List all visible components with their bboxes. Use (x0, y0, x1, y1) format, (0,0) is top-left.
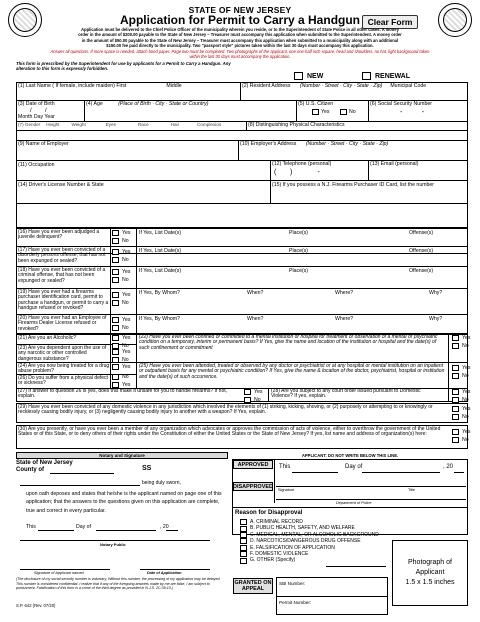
oath-text: upon oath deposes and states that he/she is the applicant named on page one of this application; that the answers to the questions given on this application are complete, true and correct in every particular. (26, 491, 222, 514)
field-email-label: (13) Email (personal) (370, 161, 419, 167)
signature-label: Signature (278, 488, 295, 492)
dob-slashes: / / (20, 108, 47, 114)
sbi-label: SBI Number: (279, 581, 306, 586)
question-26: (26) Do you suffer from a physical defect or sickness? (18, 375, 108, 387)
question-23: (23) Are you dependent upon the use of any narcotic or other controlled dangerous substance? (18, 345, 107, 362)
q22-yes-checkbox[interactable] (452, 335, 459, 341)
address-input[interactable] (241, 90, 467, 99)
sig-applicant-label: Signature of Applicant named (34, 571, 84, 575)
citizen-yes-checkbox[interactable] (312, 109, 319, 115)
field-citizen-label: (5) U.S. Citizen (298, 101, 334, 107)
q18-no-checkbox[interactable] (112, 277, 119, 283)
reason-b-checkbox[interactable] (240, 526, 247, 532)
q20-no-checkbox[interactable] (112, 325, 119, 331)
q20-yes-no[interactable]: Yes No (112, 316, 130, 332)
q30-yes-checkbox[interactable] (452, 429, 459, 435)
citizen-yes-option[interactable]: Yes (312, 109, 329, 115)
form-note: This form is prescribed by the Superintendent for use by applicants for a Permit to Carry a Handgun. Any alteration to this form is expressly forbidden. (16, 61, 231, 71)
ss-label: SS (142, 465, 152, 472)
title-label: Title (408, 488, 416, 492)
q30-no-checkbox[interactable] (452, 437, 459, 443)
q22-yes-no[interactable]: Yes No (452, 334, 470, 350)
q16-no-checkbox[interactable] (112, 238, 119, 244)
name-input[interactable] (17, 90, 239, 99)
field-fpic-label: (15) If you possess a N.J. Firearms Purchaser ID Card, list the number (272, 182, 435, 188)
q29-yes-checkbox[interactable] (452, 406, 459, 412)
reason-item-f[interactable]: F. DOMESTIC VIOLENCE (240, 551, 379, 557)
question-29: (29) Have you ever been convicted of any domestic violence in any jurisdiction which involved the elements of (1) striking, kicking, shoving, or (2) purposely or attempting to or knowingly or recklessly causing bodily injury, or (3) negligently causing bodily injury to another with a weapon? If Yes, explain. (18, 404, 433, 416)
applicant-no-write-header: APPLICANT: DO NOT WRITE BELOW THIS LINE. (232, 452, 468, 459)
reason-d-checkbox[interactable] (240, 538, 247, 544)
q17-yes-checkbox[interactable] (112, 249, 119, 255)
q25-yes-checkbox[interactable] (452, 365, 459, 371)
reason-item-b[interactable]: B. PUBLIC HEALTH, SAFETY, AND WELFARE (240, 525, 379, 531)
citizen-no-option[interactable]: No (340, 109, 356, 115)
reason-f-checkbox[interactable] (240, 551, 247, 557)
question-30: (30) Are you presently, or have you ever been a member of any organization which advocates or approves the commission of acts of violence, either to overthrow the government of the United States or of this State, or to deny others of their rights under the Constitution of either the United States or the State of New Jersey? If yes, list name and address of organization(s) here: (18, 426, 441, 438)
q21-yes-no[interactable]: Yes No (112, 334, 130, 350)
reason-c-checkbox[interactable] (240, 532, 247, 538)
question-20: (20) Have you ever had an Employee of Firearms Dealer License refused or revoked? (18, 315, 107, 332)
q20-yes-checkbox[interactable] (112, 317, 119, 323)
granted-on-appeal-label: GRANTED ON APPEAL (234, 580, 272, 592)
q29-no-checkbox[interactable] (452, 414, 459, 420)
question-22: (22) Have you ever been confined or committed to a mental institution or hospital for treatment or observation of a mental or psychiatric condition on a temporary, interim or permanent basis? If Yes, give the name and location of the institution or hospital and the date(s) of such confinement or commitment (139, 334, 438, 351)
renewal-option[interactable] (362, 72, 410, 80)
question-27: (27) If answer to question 26 is yes, does this make it unsafe for you to handle firearms? If not, explain. (18, 388, 227, 400)
q21-yes-checkbox[interactable] (112, 335, 119, 341)
new-option[interactable] (294, 72, 323, 80)
question-16: (16) Have you ever been adjudged a juvenile delinquent? (18, 229, 100, 241)
field-occupation-label: (11) Occupation (18, 162, 55, 168)
q27-yes-checkbox[interactable] (244, 389, 251, 395)
form-number: S.P. 642 (Rev. 07/20) (16, 603, 56, 608)
dept-police-label: Department of Police (336, 501, 372, 505)
question-28: (28) Are you subject to any court order issued pursuant to Domestic Violence? If yes, explain. (271, 388, 421, 400)
question-19: (19) Have you ever had a firearms purchaser identification card, permit to purchase a handgun, or permit to carry a handgun refused or revoked? (18, 289, 109, 312)
field-address-label: (2) Resident Address (Number · Street · City · State · Zip) Municipal Code (242, 83, 427, 89)
field-employer-address-label: (10) Employer's Address (Number · Street · City · State · Zip) (240, 141, 389, 147)
disapproved-label: DISAPPROVED (232, 483, 274, 490)
disclaimer: (The disclosure of my social security number is voluntary. Without this number, the processing of my application may be delayed. This number is considered confidential. I realize that if any of the foregoing answers made by me are false, I am subject to punishment. Falsification of this form is a crime of the third degree as provided in N.J.S. 2C:39-10.) (16, 577, 221, 591)
q16-yes-no[interactable]: Yes No (112, 229, 130, 245)
question-25: (25) Have you ever been attended, treated or observed by any doctor or psychiatrist or at any hospital or mental institution on an inpatient or outpatient basis for any mental or psychiatric condition? If Yes, give the name & location of the doctor, psychiatrist, hospital or institution and the date(s) of such occurrence. (139, 363, 445, 380)
notary-public-label: Notary Public (100, 542, 126, 547)
q28-yes-checkbox[interactable] (452, 389, 459, 395)
q22-no-checkbox[interactable] (452, 343, 459, 349)
question-24: (24) Are you now being treated for a drug abuse problem? (18, 363, 110, 375)
q26-yes-no[interactable]: No Yes (112, 373, 130, 389)
q30-yes-no[interactable]: Yes No (452, 428, 470, 444)
state-title: STATE OF NEW JERSEY (188, 5, 292, 15)
q24-no-checkbox[interactable] (112, 374, 119, 380)
q17-yes-no[interactable]: Yes No (112, 248, 130, 264)
instructions: Application must be delivered to the Chief Police Officer of the municipality wherein you reside, or to the Superintendent of State Police in all other cases. A money order in the amount of $200.00 payable to the State of New Jersey – Treasurer must accompany this application when submitted to the Superintendent. A money order in the amount of $50.00 payable to the State of New Jersey – Treasurer must accompany this application when submitted to a municipality along with an additional $150.00 fee paid directly to the municipality. Two "passport style" pictures taken within the last 30 days must accompany this application. (78, 27, 402, 48)
q19-no-checkbox[interactable] (112, 300, 119, 306)
permit-label: Permit Number: (279, 600, 312, 605)
notary-date-line: This Day of , 20 (26, 524, 169, 530)
reason-a-checkbox[interactable] (240, 519, 247, 525)
reason-e-checkbox[interactable] (240, 545, 247, 551)
question-21: (21) Are you an Alcoholic? (18, 335, 77, 341)
field-employer-label: (9) Name of Employer (18, 141, 69, 147)
field-license-label: (14) Driver's License Number & State (18, 182, 104, 188)
q17-no-checkbox[interactable] (112, 257, 119, 263)
q16-yes-checkbox[interactable] (112, 230, 119, 236)
q24-yes-no[interactable]: Yes (112, 363, 130, 371)
renewal-checkbox[interactable] (362, 72, 371, 80)
field-name-label: (1) Last Name ( If female, include maiden) First Middle (18, 83, 182, 89)
q28-yes-no[interactable]: Yes No (452, 388, 470, 404)
photo-box: Photograph of Applicant 1.5 x 1.5 inches (392, 540, 468, 606)
reason-item-c[interactable]: C. MEDICAL, MENTAL, OR ALCOHOLIC BACKGROUND (240, 532, 379, 538)
notary-header: Notary and Signature (16, 452, 228, 459)
citizen-no-checkbox[interactable] (340, 109, 347, 115)
q27-yes-no[interactable]: Yes No (244, 388, 262, 404)
approved-label: APPROVED (233, 460, 273, 469)
new-label: NEW (307, 72, 324, 80)
field-distinguishing-label: (8) Distinguishing Physical Characteristics (248, 122, 345, 128)
q23-yes-no[interactable]: Yes No (112, 348, 130, 364)
q18-details-labels: If Yes, List Date(s) Place(s) Offense(s) (139, 268, 434, 274)
field-physical-label: (7) Gender Height Weight Eyes Race Hair Complexion (18, 122, 222, 127)
field-ssn-label: (6) Social Security Number (370, 101, 432, 107)
phone-format: ( ) - (274, 169, 320, 176)
reason-g-checkbox[interactable] (240, 558, 247, 564)
reason-item-g[interactable]: G. OTHER (Specify) (240, 557, 379, 563)
q18-yes-no[interactable]: Yes No (112, 268, 130, 284)
notary-state-county: State of New Jersey County of (16, 460, 73, 473)
q29-yes-no[interactable]: Yes No (452, 405, 470, 421)
q19-yes-no[interactable]: Yes No (112, 291, 130, 307)
reason-item-d[interactable]: D. NARCOTICS/DANGEROUS DRUG OFFENSE (240, 538, 379, 544)
ssn-dashes: - - (400, 109, 425, 116)
form-title: Application for Permit to Carry a Handgun (119, 13, 361, 27)
reason-item-e[interactable]: E. FALSIFICATION OF APPLICATION (240, 545, 379, 551)
red-instructions: Answer all questions. If more space is needed, attach bond paper. Page two must be completed. Two photographs of the applicant, one one-half inch square, head and shoulders, no hat, light background taken within the last 30 days must accompany the application. (50, 49, 430, 59)
q23-yes-checkbox[interactable] (112, 349, 119, 355)
question-18: (18) Have you ever been convicted of a criminal offense, that has not been expunged or sealed? (18, 267, 106, 284)
reason-header: Reason for Disapproval (235, 510, 303, 516)
date-application-label: Date of Application (147, 571, 182, 575)
physical-input-row[interactable] (17, 131, 467, 139)
q17-details-labels: If Yes, List Date(s) Place(s) Offense(s) (139, 248, 434, 254)
field-age-label: (4) Age (Place of Birth · City · State or Country) (86, 101, 209, 107)
q18-yes-checkbox[interactable] (112, 269, 119, 275)
approval-date-line: This Day of , 20 (279, 464, 454, 470)
q24-yes-checkbox[interactable] (112, 364, 119, 370)
field-phone-label: (12) Telephone (personal) (272, 161, 332, 167)
dob-sub-label: Month Day Year (18, 114, 55, 120)
q16-details-labels: If Yes, List Date(s) Place(s) Offense(s) (139, 230, 434, 236)
q25-no-checkbox[interactable] (452, 373, 459, 379)
q19-details-labels: If Yes, By Whom? When? Where? Why? (139, 290, 443, 296)
question-17: (17) Have you ever been convicted of a disorderly persons offense, that has not been expunged or sealed? (18, 247, 106, 264)
q20-details-labels: If Yes, By Whom? When? Where? Why? (139, 316, 443, 322)
renewal-label: RENEWAL (375, 72, 410, 80)
reason-list (240, 519, 379, 564)
reason-item-a[interactable]: A. CRIMINAL RECORD (240, 519, 379, 525)
clear-form-button[interactable]: Clear Form (362, 15, 418, 29)
sworn-text: being duly sworn, (142, 480, 181, 486)
q25-yes-no[interactable]: Yes No (452, 364, 470, 380)
field-dob-label: (3) Date of Birth (18, 101, 55, 107)
new-checkbox[interactable] (294, 72, 303, 80)
q19-yes-checkbox[interactable] (112, 292, 119, 298)
